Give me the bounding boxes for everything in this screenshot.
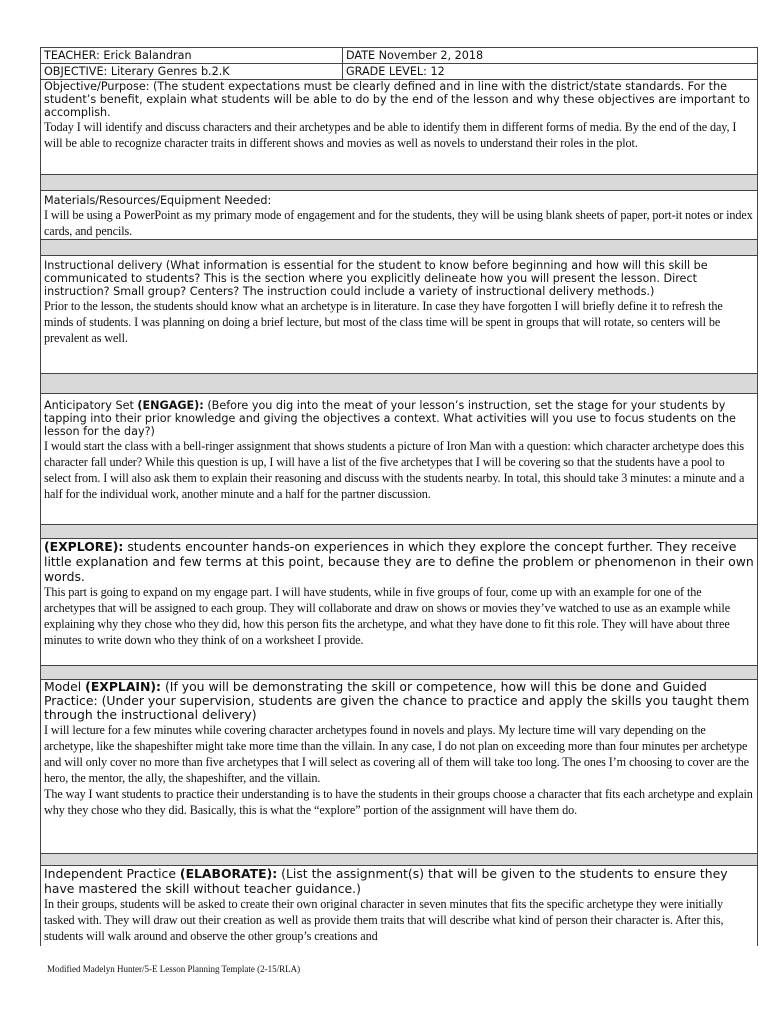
explain-prompt xyxy=(44,680,754,722)
footer-note: Modified Madelyn Hunter/5-E Lesson Planning Template (2-15/RLA) xyxy=(47,964,301,974)
purpose-answer: Today I will identify and discuss characters and their archetypes and be able to identify them in different forms of media. By the end of the day, I will be able to recognize character traits in different shows and movies as well as novels to understand their roles in the plot. xyxy=(44,120,737,150)
explain-prompt-text: (If you will be demonstrating the skill or competence, how will this be done and Guided Practice: (Under your supervision, students are given the chance to practice and apply the skills you taught them through the instructional delivery) xyxy=(44,679,750,722)
divider-row xyxy=(41,525,758,539)
explore-cell xyxy=(41,539,758,666)
elaborate-label: (ELABORATE): xyxy=(179,866,278,881)
grade-cell: GRADE LEVEL: 12 xyxy=(343,64,758,80)
elaborate-prompt xyxy=(44,866,754,896)
divider-row xyxy=(41,666,758,680)
engage-prompt-text: (Before you dig into the meat of your lesson’s instruction, set the stage for your students by tapping into their prior knowledge and giving the objectives a context. What activities will you use to focus students on the lesson for the day?) xyxy=(44,399,736,438)
divider-row xyxy=(41,374,758,394)
divider xyxy=(41,525,758,539)
divider-row xyxy=(41,240,758,256)
engage-prompt xyxy=(44,399,754,438)
delivery-cell xyxy=(41,256,758,374)
purpose-row xyxy=(41,80,758,175)
divider xyxy=(41,854,758,866)
materials-prompt: Materials/Resources/Equipment Needed: xyxy=(44,194,272,207)
purpose-prompt: Objective/Purpose: (The student expectations must be clearly defined and in line with the district/state standards. For the student’s benefit, explain what students will be able to do by the end of the lesson and why these objectives are important to accomplish. xyxy=(44,80,750,119)
explore-label: (EXPLORE): xyxy=(44,539,124,554)
elaborate-answer: In their groups, students will be asked to create their own original character in seven minutes that fits the specific archetype they were initially tasked with. They will draw out their creation as well as provide them traits that will describe what kind of person their character is. After this, students will walk around and observe the other group’s creations and xyxy=(44,897,724,943)
explore-prompt xyxy=(44,539,754,584)
objective-cell: OBJECTIVE: Literary Genres b.2.K xyxy=(41,64,343,80)
engage-prefix: Anticipatory Set xyxy=(44,399,138,412)
engage-answer: I would start the class with a bell-ringer assignment that shows students a picture of Iron Man with a question: which character archetype does this character fall under? While this question is up, I will have a list of the five archetypes that I will be covering so that the students have a pool to select from. I will also ask them to explain their reasoning and discuss with the students nearby. In total, this should take 3 minutes: a minute and a half for the individual work, another minute and a half for the partner discussion. xyxy=(44,439,745,501)
explain-row xyxy=(41,680,758,854)
date-cell: DATE November 2, 2018 xyxy=(343,48,758,64)
divider xyxy=(41,175,758,191)
elaborate-cell xyxy=(41,866,758,947)
purpose-cell xyxy=(41,80,758,175)
divider xyxy=(41,666,758,680)
explain-answer-2: The way I want students to practice their understanding is to have the students in their groups choose a character that fits each archetype and explain why they chose who they did. Basically, this is what the “explore” portion of the assignment will have them do. xyxy=(44,787,753,817)
header-row-2 xyxy=(41,64,758,80)
divider-row xyxy=(41,175,758,191)
explain-answer-1: I will lecture for a few minutes while covering character archetypes found in novels and plays. My lecture time will vary depending on the archetype, like the shapeshifter might take more time than the villain. In any case, I do not plan on exceeding more than four minutes per archetype and will only cover no more than five archetypes that I will select as covering all of them will take too long. The ones I’m choosing to cover are the hero, the mentor, the ally, the shapeshifter, and the villain. xyxy=(44,723,749,785)
explore-answer: This part is going to expand on my engage part. I will have students, while in five groups of four, come up with an example for one of the archetypes that will be assigned to each group. They will collaborate and draw on shows or movies they’ve watched to use as an example while explaining why they chose who they did, how this person fits the archetype, and what they have done to fit this role. They will have about three minutes to write down who they think of on a worksheet I provide. xyxy=(44,585,731,647)
elaborate-prefix: Independent Practice xyxy=(44,866,180,881)
elaborate-prompt-text: (List the assignment(s) that will be given to the students to ensure they have mastered the skill without teacher guidance.) xyxy=(44,866,728,896)
lesson-plan-table xyxy=(40,47,758,946)
materials-row xyxy=(41,191,758,240)
delivery-answer: Prior to the lesson, the students should know what an archetype is in literature. In case they have forgotten I will briefly define it to refresh the minds of students. I was planning on doing a brief lecture, but most of the class time will be spent in groups that will rotate, so centers will be prevalent as well. xyxy=(44,299,723,345)
elaborate-row xyxy=(41,866,758,947)
engage-row xyxy=(41,394,758,525)
lesson-plan xyxy=(40,47,757,946)
explain-prefix: Model xyxy=(44,679,86,694)
delivery-row xyxy=(41,256,758,374)
explore-prompt-text: students encounter hands-on experiences in which they explore the concept further. They receive little explanation and few terms at this point, because they are to define the problem or phenomenon in their own words. xyxy=(44,539,754,584)
divider-row xyxy=(41,854,758,866)
engage-cell xyxy=(41,394,758,525)
teacher-cell: TEACHER: Erick Balandran xyxy=(41,48,343,64)
engage-label: (ENGAGE): xyxy=(137,399,204,412)
divider xyxy=(41,240,758,256)
divider xyxy=(41,374,758,394)
delivery-prompt: Instructional delivery (What information is essential for the student to know before beginning and how will this skill be communicated to students? This is the section where you explicitly delineate how you will present the lesson. Direct instruction? Small group? Centers? The instruction could include a variety of instructional delivery methods.) xyxy=(44,259,708,298)
explain-label: (EXPLAIN): xyxy=(85,679,162,694)
materials-cell xyxy=(41,191,758,240)
header-row-1 xyxy=(41,48,758,64)
explore-row xyxy=(41,539,758,666)
explain-cell xyxy=(41,680,758,854)
materials-answer: I will be using a PowerPoint as my primary mode of engagement and for the students, they will be using blank sheets of paper, port-it notes or index cards, and pencils. xyxy=(44,208,753,238)
